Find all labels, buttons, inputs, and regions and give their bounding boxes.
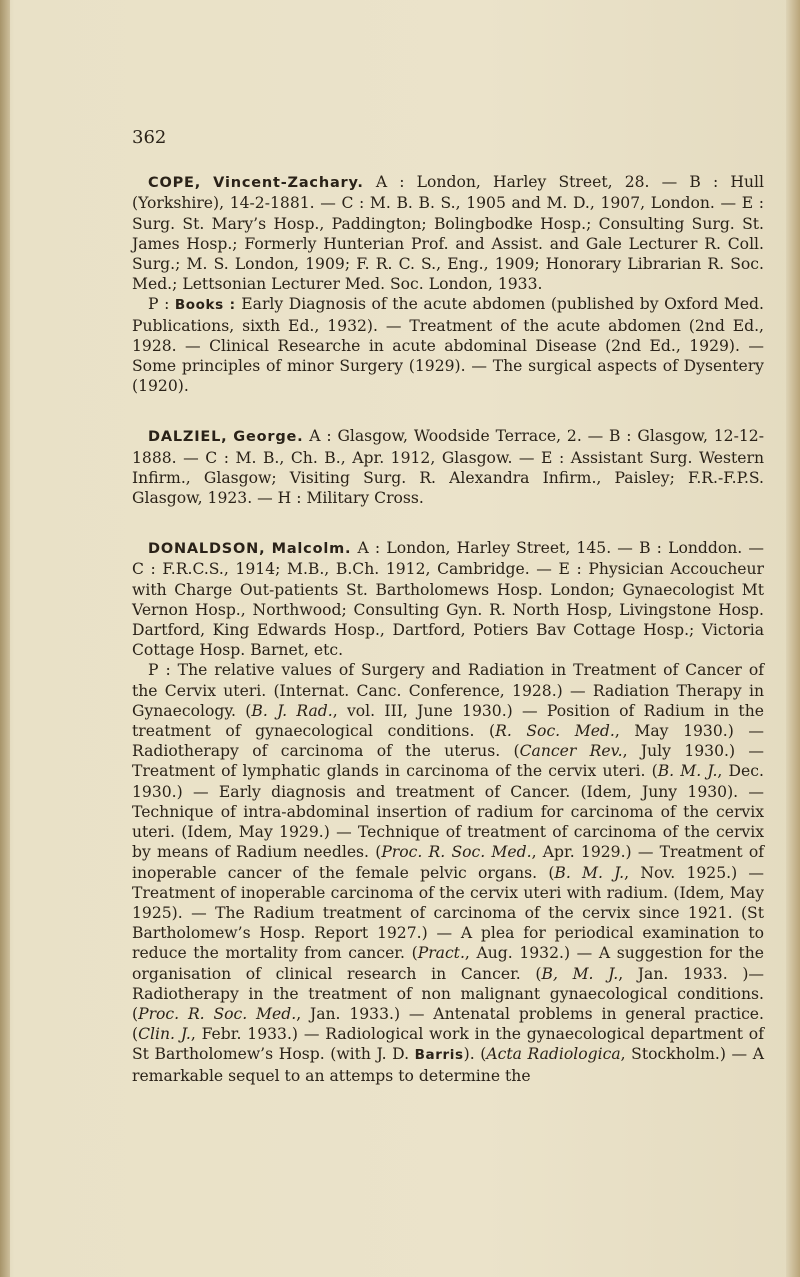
journal-title: Pract.: [417, 944, 465, 963]
entries-list: [132, 172, 764, 1086]
page-number: 362: [132, 127, 167, 148]
journal-title: B, M. J.: [541, 964, 619, 983]
entry-publications: P : The relative values of Surgery and Radiation in Treatment of Cancer of the Cervix uteri. (Internat. Canc. Conference, 1928.) — Radiation Therapy in Gynaecology. (B. J. Rad., vol. III, June 1930.) — Position of Radium in the treatment of gynaecological conditions. (R. Soc. Med., May 1930.) — Radiotherapy of carcinoma of the uterus. (Cancer Rev., July 1930.) — Treatment of lymphatic glands in carcinoma of the cervix uteri. (B. M. J., Dec. 1930.) — Early diagnosis and treatment of Cancer. (Idem, Juny 1930). — Technique of intra-abdominal insertion of radium for carcinoma of the cervix uteri. (Idem, May 1929.) — Technique of treatment of carcinoma of the cervix by means of Radium needles. (Proc. R. Soc. Med., Apr. 1929.) — Treatment of inoperable cancer of the female pelvic organs. (B. M. J., Nov. 1925.) — Treatment of inoperable carcinoma of the cervix uteri with radium. (Idem, May 1925). — The Radium treatment of carcinoma of the cervix since 1921. (St Bartholomew’s Hosp. Report 1927.) — A plea for periodical examination to reduce the mortality from cancer. (Pract., Aug. 1932.) — A suggestion for the organisation of clinical research in Cancer. (B, M. J., Jan. 1933. )— Radiotherapy in the treatment of non malignant gynaecological conditions. (Proc. R. Soc. Med., Jan. 1933.) — Antenatal problems in general practice. (Clin. J., Febr. 1933.) — Radiological work in the gynaecological department of St Bartholomew’s Hosp. (with J. D. Barris). (Acta Radiologica, Stockholm.) — A remarkable sequel to an attemps to determine the: [132, 661, 765, 1085]
entry-given-name: Malcolm.: [271, 541, 352, 558]
journal-title: B. M. J.: [657, 762, 718, 781]
entry-given-name: George.: [233, 429, 304, 446]
small-caps-text: Books :: [174, 297, 236, 314]
journal-title: Clin. J.: [138, 1025, 191, 1044]
biography-entry: [132, 426, 764, 508]
entry-surname: COPE,: [148, 175, 202, 192]
entry-publications: P : Books : Early Diagnosis of the acute abdomen (published by Oxford Med. Publications, sixth Ed., 1932). — Treatment of the acute abdomen (2nd Ed., 1928. — Clinical Researche in acute abdominal Disease (2nd Ed., 1929). — Some principles of minor Surgery (1929). — The surgical aspects of Dysentery (1920).: [132, 295, 764, 396]
page-outer-edge: [786, 0, 800, 1277]
biography-entry: [132, 172, 764, 396]
journal-title: R. Soc. Med.: [495, 722, 615, 741]
entry-given-name: Vincent-Zachary.: [213, 175, 364, 192]
page-content: [132, 128, 764, 1116]
page-binding-edge: [0, 0, 10, 1277]
entry-surname: DONALDSON,: [148, 541, 266, 558]
biography-entry: [132, 538, 764, 1085]
entry-details: COPE, Vincent-Zachary. A : London, Harley Street, 28. — B : Hull (Yorkshire), 14-2-1881. — C : M. B. B. S., 1905 and M. D., 1907, London. — E : Surg. St. Mary’s Hosp., Paddington; Bolingbodke Hosp.; Consulting Surg. St. James Hosp.; Formerly Hunterian Prof. and Assist. and Gale Lecturer R. Coll. Surg.; M. S. London, 1909; F. R. C. S., Eng., 1909; Honorary Librarian R. Soc. Med.; Lettsonian Lecturer Med. Soc. London, 1933.: [132, 173, 765, 294]
journal-title: B. M. J.: [554, 863, 625, 882]
entry-surname: DALZIEL,: [148, 429, 228, 446]
journal-title: Acta Radiologica: [486, 1045, 621, 1064]
journal-title: Proc. R. Soc. Med.: [381, 843, 532, 862]
small-caps-text: Barris: [414, 1047, 464, 1064]
journal-title: Cancer Rev.: [519, 742, 623, 761]
entry-details: DALZIEL, George. A : Glasgow, Woodside Terrace, 2. — B : Glasgow, 12-12-1888. — C : M. B., Ch. B., Apr. 1912, Glasgow. — E : Assistant Surg. Western Infirm., Glasgow; Visiting Surg. R. Alexandra Infirm., Paisley; F.R.-F.P.S. Glasgow, 1923. — H : Military Cross.: [132, 427, 764, 508]
journal-title: B. J. Rad.: [251, 701, 333, 720]
journal-title: Proc. R. Soc. Med.: [138, 1004, 297, 1023]
entry-details: DONALDSON, Malcolm. A : London, Harley Street, 145. — B : Londdon. — C : F.R.C.S., 1914; M.B., B.Ch. 1912, Cambridge. — E : Physician Accoucheur with Charge Out-patients St. Bartholomews Hosp. London; Gynaecologist Mt Vernon Hosp., Northwood; Consulting Gyn. R. North Hosp, Livingstone Hosp. Dartford, King Edwards Hosp., Dartford, Potiers Bav Cottage Hosp.; Victoria Cottage Hosp. Barnet, etc.: [132, 539, 764, 660]
